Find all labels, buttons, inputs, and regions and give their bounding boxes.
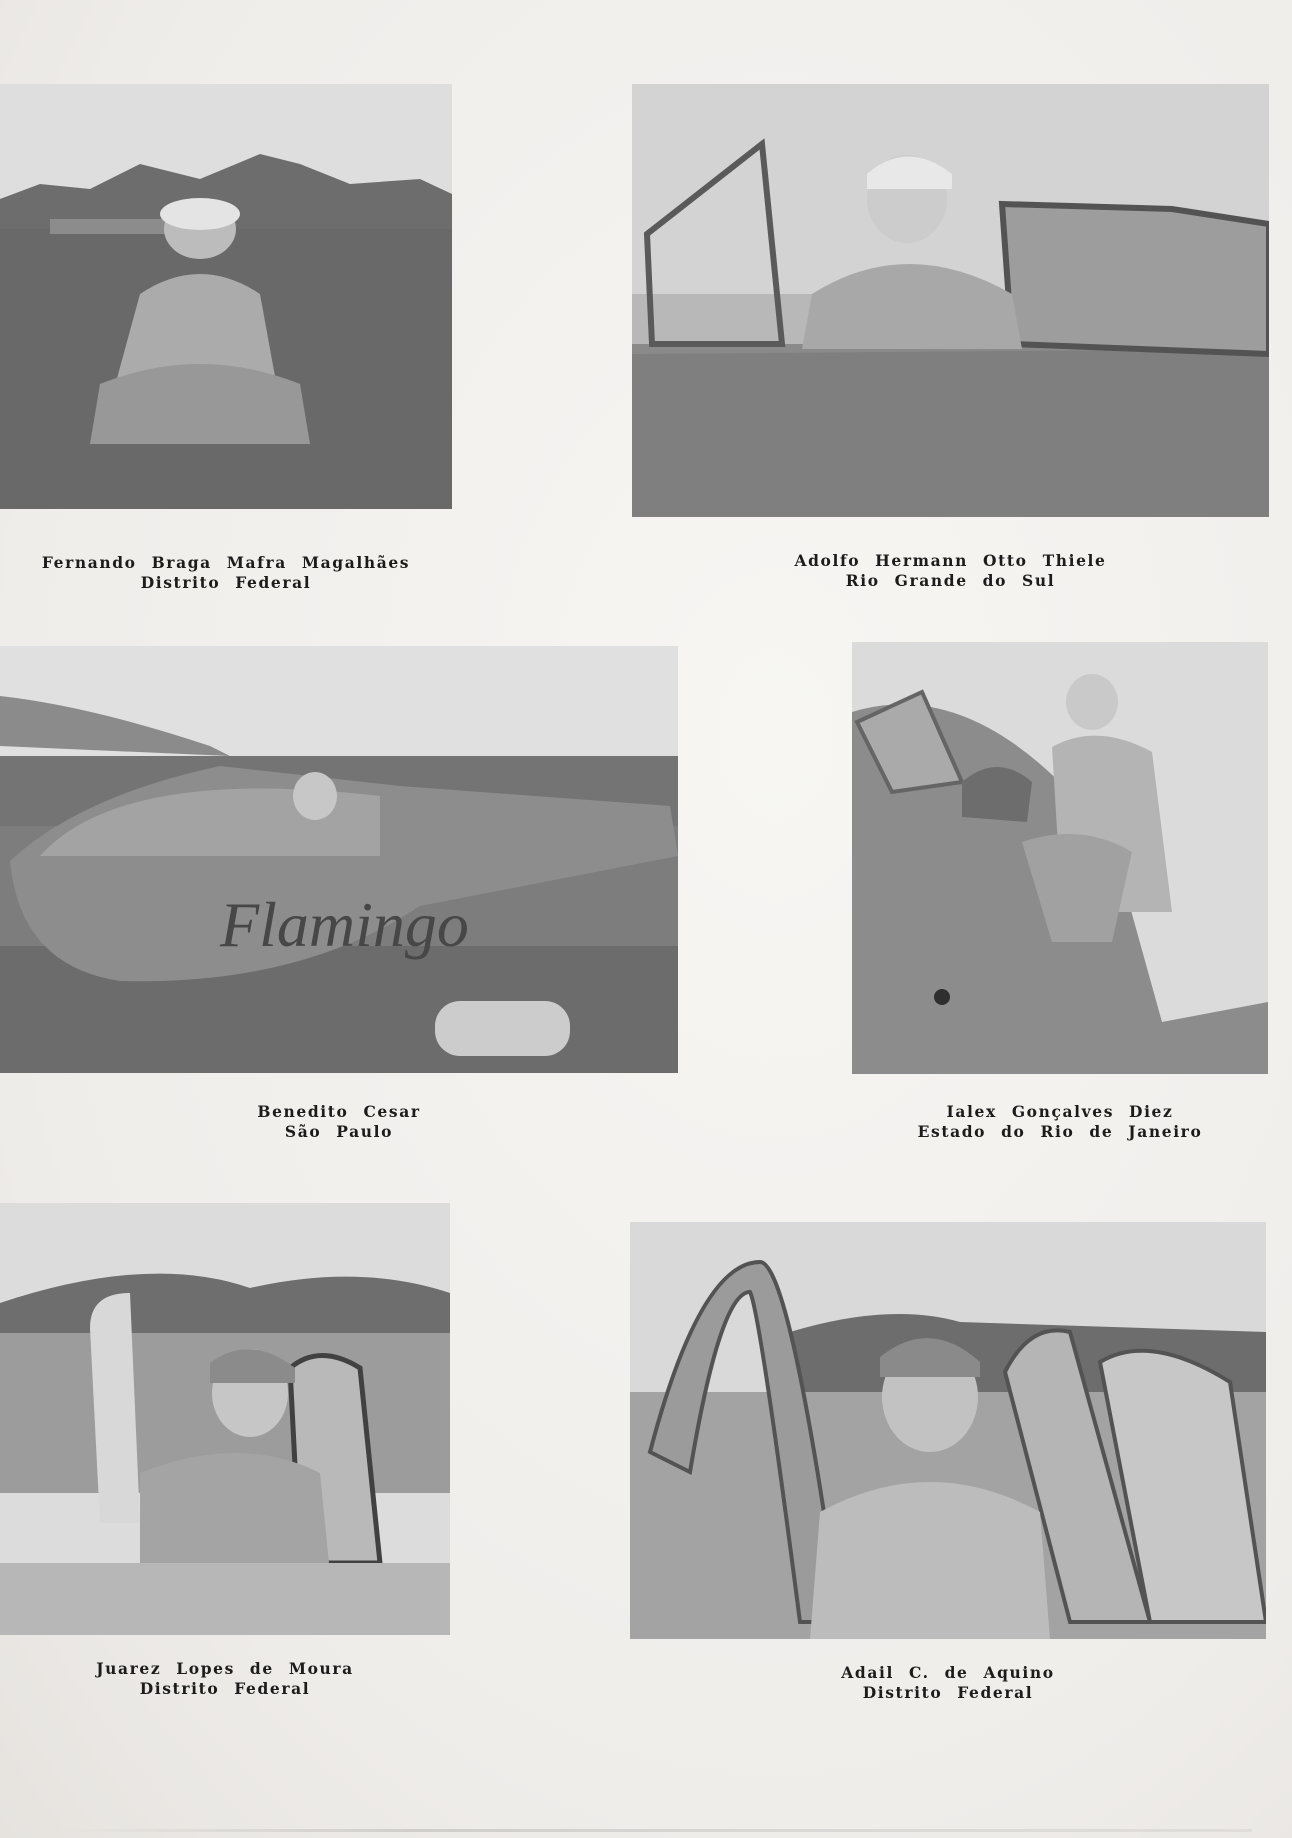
photo-benedito-cesar [0, 646, 678, 1073]
glider-cockpit-icon [0, 646, 678, 1073]
portrait-state: São Paulo [284, 1122, 394, 1141]
portrait-name: Adail C. de Aquino [841, 1663, 1055, 1682]
photo-juarez-moura [0, 1203, 450, 1635]
portrait-state: Distrito Federal [862, 1683, 1034, 1702]
pilot-open-cockpit-icon [632, 84, 1269, 517]
portrait-name: Ialex Gonçalves Diez [946, 1102, 1174, 1121]
portrait-state: Rio Grande do Sul [845, 571, 1056, 590]
caption-fernando-braga [0, 553, 452, 593]
photo-adolfo-thiele [632, 84, 1269, 517]
portrait-name: Fernando Braga Mafra Magalhães [41, 553, 411, 572]
caption-ialex-diez [852, 1102, 1268, 1142]
caption-adolfo-thiele [632, 551, 1269, 591]
page-edge-shadow [60, 1829, 1252, 1832]
portrait-name: Juarez Lopes de Moura [96, 1659, 354, 1678]
portrait-name: Benedito Cesar [257, 1102, 421, 1121]
caption-benedito-cesar [0, 1102, 678, 1142]
caption-juarez-moura [0, 1659, 450, 1699]
photo-adail-aquino [630, 1222, 1266, 1639]
portrait-state: Distrito Federal [139, 1679, 311, 1698]
pilot-in-canopy-icon [0, 1203, 450, 1635]
portrait-state: Estado do Rio de Janeiro [917, 1122, 1203, 1141]
pilot-canopy-closeup-icon [630, 1222, 1266, 1639]
photo-ialex-diez [852, 642, 1268, 1074]
photo-fernando-braga [0, 84, 452, 509]
portrait-state: Distrito Federal [140, 573, 312, 592]
pilot-on-wing-icon [852, 642, 1268, 1074]
caption-adail-aquino [630, 1663, 1266, 1703]
pilot-kneeling-icon [0, 84, 452, 509]
glider-name-text: Flamingo [220, 889, 469, 960]
portrait-name: Adolfo Hermann Otto Thiele [794, 551, 1107, 570]
